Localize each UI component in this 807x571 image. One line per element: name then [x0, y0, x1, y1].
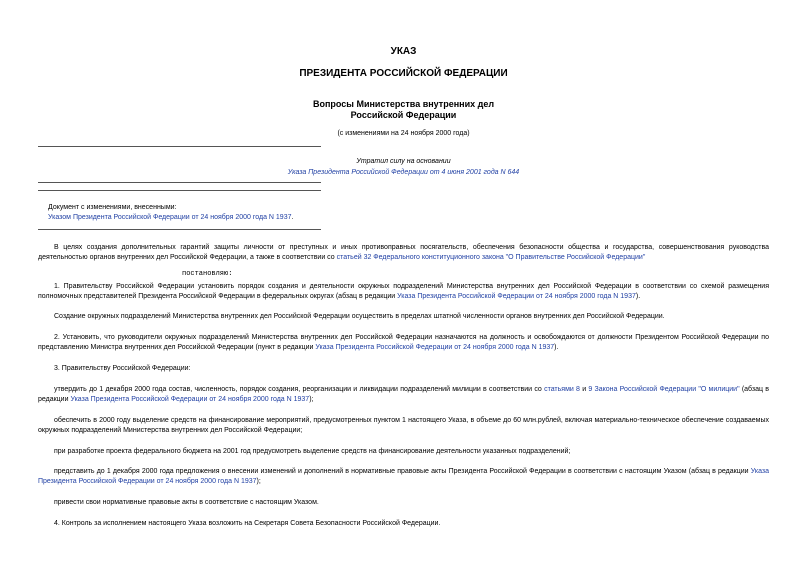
p3a-link-3[interactable]: Указа Президента Российской Федерации от 24 ноября 2000 года N 1937 — [70, 396, 310, 403]
paragraph-4: 4. Контроль за исполнением настоящего Указа возложить на Секретаря Совета Безопасности Российской Федерации. — [54, 520, 441, 527]
decree-title: УКАЗ — [390, 46, 417, 57]
doc-title-line2: Российской Федерации — [350, 110, 457, 120]
amendments-note: (с изменениями на 24 ноября 2000 года) — [337, 130, 470, 137]
paragraph-3b: обеспечить в 2000 году выделение средств на финансирование мероприятий, предусмотренных пунктом 1 настоящего Указа, в объеме до 60 млн.рублей, включая материально-техническое обеспечение создаваемых окружных подразделений Министерства внутренних дел Российской Федерации; — [38, 417, 769, 434]
p3d-link[interactable]: Указа Президента Российской Федерации от 24 ноября 2000 года N 1937 — [38, 468, 769, 485]
decree-word: постановляю: — [182, 270, 233, 278]
preamble-paragraph: В целях создания дополнительных гарантий защиты личности от преступных и иных противоправных посягательств, обеспечения безопасности общества и государства, совершенствования руководства деятельностью органов внутренних дел Российской Федерации, а также в соответствии со статьей 32 Федерального конституционного закона "О Правительстве Российской Федерации" — [38, 244, 769, 261]
p2-link[interactable]: Указа Президента Российской Федерации от 24 ноября 2000 года N 1937 — [315, 344, 555, 351]
expired-link[interactable]: Указа Президента Российской Федерации от 4 июня 2001 года N 644 — [287, 169, 520, 176]
divider — [38, 190, 321, 191]
doc-with-changes: Документ с изменениями, внесенными: Указом Президента Российской Федерации от 24 ноября 2000 года N 1937. — [48, 204, 294, 221]
paragraph-3e: привести свои нормативные правовые акты в соответствие с настоящим Указом. — [54, 499, 319, 506]
expired-note — [0, 156, 807, 178]
paragraph-3d: представить до 1 декабря 2000 года предложения о внесении изменений и дополнений в нормативные правовые акты Президента Российской Федерации в соответствии с настоящим Указом (абзац в редакции Указа Президента Российской Федерации от 24 ноября 2000 года N 1937); — [38, 468, 769, 485]
paragraph-1b: Создание окружных подразделений Министерства внутренних дел Российской Федерации осуществить в пределах штатной численности органов внутренних дел Российской Федерации. — [54, 313, 665, 320]
p1-link[interactable]: Указа Президента Российской Федерации от 24 ноября 2000 года N 1937 — [397, 293, 636, 300]
p3a-link-1[interactable]: статьями 8 — [544, 386, 580, 393]
paragraph-3c: при разработке проекта федерального бюджета на 2001 год предусмотреть выделение средств на финансирование деятельности указанных подразделений; — [54, 448, 571, 455]
decree-issuer: ПРЕЗИДЕНТА РОССИЙСКОЙ ФЕДЕРАЦИИ — [299, 68, 508, 79]
doc-title-line1: Вопросы Министерства внутренних дел — [312, 99, 495, 109]
divider — [38, 182, 321, 183]
p3a-link-2[interactable]: 9 Закона Российской Федерации "О милиции" — [588, 386, 740, 393]
divider — [38, 229, 321, 230]
divider — [38, 146, 321, 147]
paragraph-3a: утвердить до 1 декабря 2000 года состав, численность, порядок создания, реорганизации и ликвидации подразделений милиции в соответствии со статьями 8 и 9 Закона Российской Федерации "О милиции" (абзац в редакции Указа Президента Российской Федерации от 24 ноября 2000 года N 1937); — [38, 386, 769, 403]
expired-label: Утратил силу на основании — [356, 158, 451, 165]
paragraph-2: 2. Установить, что руководители окружных подразделений Министерства внутренних дел Российской Федерации назначаются на должность и освобождаются от должности Президентом Российской Федерации по представлению Министра внутренних дел Российской Федерации (пункт в редакции Указа Президента Российской Федерации от 24 ноября 2000 года N 1937). — [38, 334, 769, 351]
paragraph-3: 3. Правительству Российской Федерации: — [54, 365, 191, 372]
preamble-link[interactable]: статьей 32 Федерального конституционного закона "О Правительстве Российской Федерации" — [336, 254, 646, 261]
doc-with-changes-link[interactable]: Указом Президента Российской Федерации от 24 ноября 2000 года N 1937 — [48, 214, 292, 221]
paragraph-1: 1. Правительству Российской Федерации установить порядок создания и деятельности окружных подразделений Министерства внутренних дел Российской Федерации в соответствии со схемой размещения полномочных представителей Президента Российской Федерации в федеральных округах (абзац в редакции Указа Президента Российской Федерации от 24 ноября 2000 года N 1937). — [38, 283, 769, 300]
doc-with-changes-label: Документ с изменениями, внесенными: — [48, 204, 177, 211]
